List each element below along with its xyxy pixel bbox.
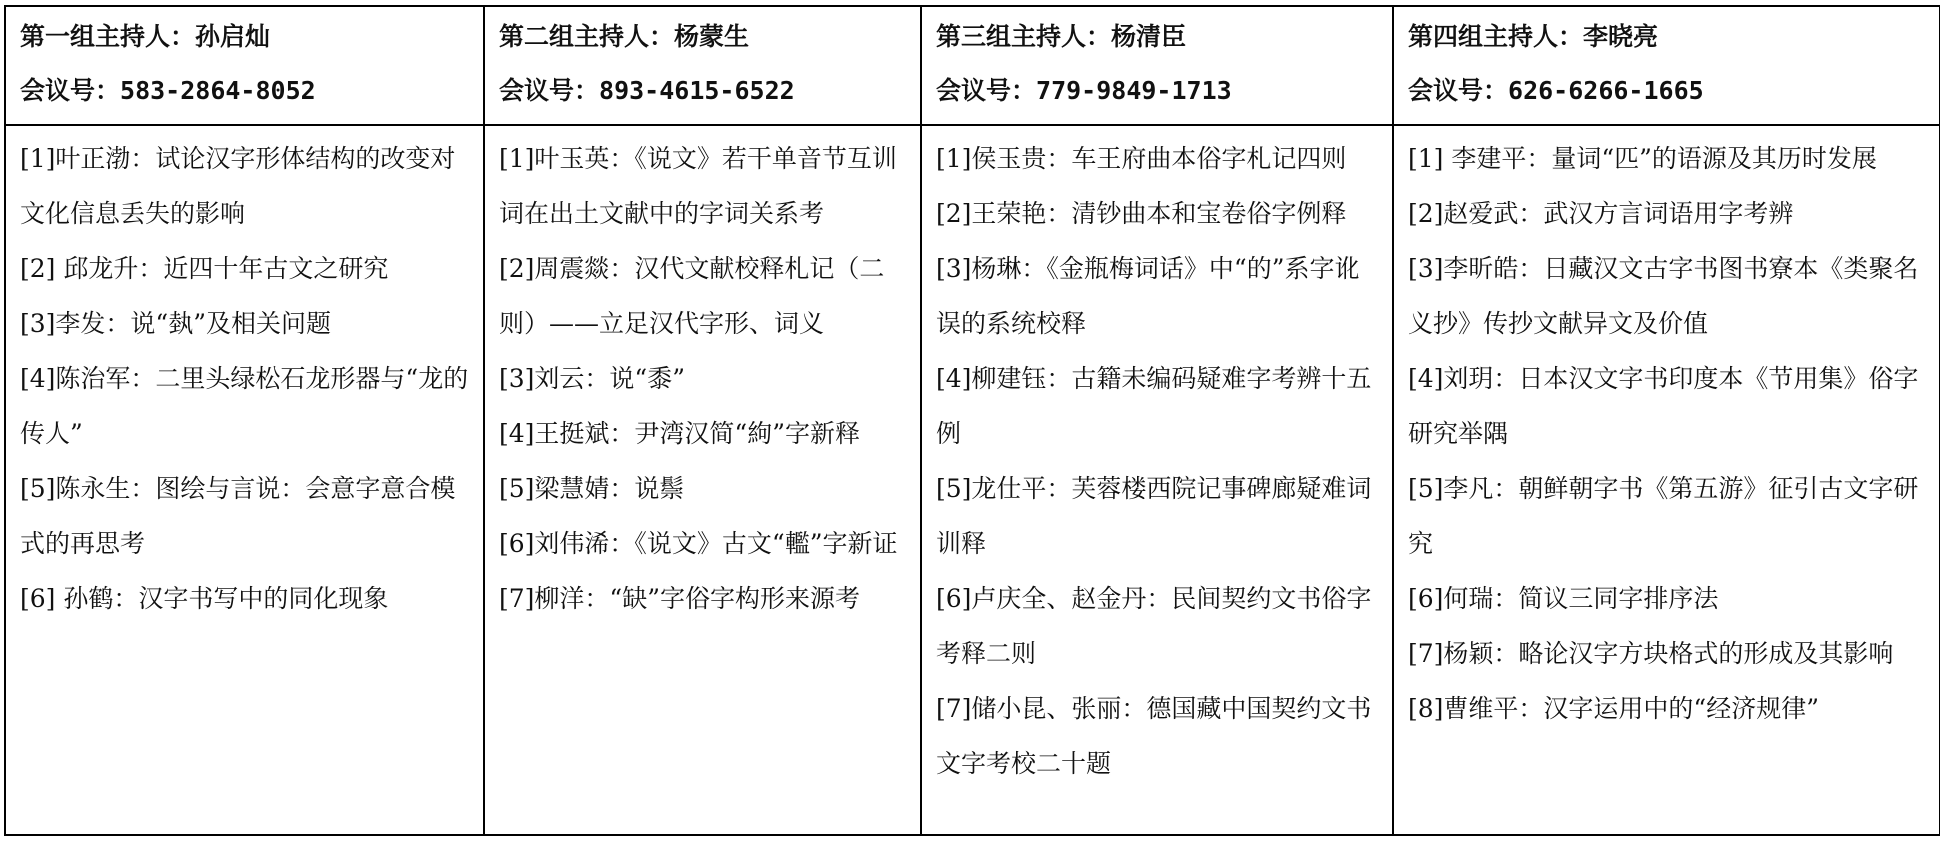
session-schedule-table xyxy=(4,5,1940,836)
paper-entry: [3]刘云：说“黍” xyxy=(499,364,685,393)
group-2-papers xyxy=(484,125,921,835)
paper-entry: [2]赵爱武：武汉方言词语用字考辨 xyxy=(1408,199,1794,228)
papers-row xyxy=(5,125,1940,835)
paper-entry: [2]王荣艳：清钞曲本和宝卷俗字例释 xyxy=(936,199,1347,228)
group-4-meeting-label: 会议号： xyxy=(1408,76,1509,105)
group-1-meeting xyxy=(20,64,473,118)
group-3-meeting-number[interactable]: 779-9849-1713 xyxy=(1036,76,1232,105)
paper-entry: [2] 邱龙升：近四十年古文之研究 xyxy=(20,254,389,283)
group-3-meeting-label: 会议号： xyxy=(936,76,1037,105)
group-3-meeting xyxy=(936,64,1382,118)
paper-entry: [6] 孙鹤：汉字书写中的同化现象 xyxy=(20,584,389,613)
group-4-papers xyxy=(1393,125,1940,835)
group-1-meeting-label: 会议号： xyxy=(20,76,121,105)
group-4-meeting xyxy=(1408,64,1929,118)
group-4-host: 第四组主持人：李晓亮 xyxy=(1408,22,1659,51)
paper-entry: [5]梁慧婧：说鬃 xyxy=(499,474,685,503)
group-3-header xyxy=(921,6,1393,125)
paper-entry: [5]李凡：朝鲜朝字书《第五游》征引古文字研究 xyxy=(1408,474,1919,558)
group-4-meeting-number[interactable]: 626-6266-1665 xyxy=(1508,76,1704,105)
paper-entry: [7]储小昆、张丽：德国藏中国契约文书文字考校二十题 xyxy=(936,694,1372,778)
paper-entry: [6]何瑞：简议三同字排序法 xyxy=(1408,584,1719,613)
paper-entry: [2]周震燚：汉代文献校释札记（二则）——立足汉代字形、词义 xyxy=(499,254,885,338)
paper-entry: [6]刘伟浠：《说文》古文“轞”字新证 xyxy=(499,529,898,558)
header-row xyxy=(5,6,1940,125)
group-2-host: 第二组主持人：杨蒙生 xyxy=(499,22,750,51)
paper-entry: [1]叶玉英：《说文》若干单音节互训词在出土文献中的字词关系考 xyxy=(499,144,897,228)
paper-entry: [7]柳洋：“缺”字俗字构形来源考 xyxy=(499,584,860,613)
paper-entry: [6]卢庆全、赵金丹：民间契约文书俗字考释二则 xyxy=(936,584,1372,668)
group-1-meeting-number[interactable]: 583-2864-8052 xyxy=(120,76,316,105)
group-1-host: 第一组主持人：孙启灿 xyxy=(20,22,271,51)
group-2-meeting xyxy=(499,64,910,118)
group-3-host: 第三组主持人：杨清臣 xyxy=(936,22,1187,51)
paper-entry: [1]叶正渤：试论汉字形体结构的改变对文化信息丢失的影响 xyxy=(20,144,456,228)
paper-entry: [1] 李建平：量词“匹”的语源及其历时发展 xyxy=(1408,144,1877,173)
paper-entry: [3]杨琳：《金瓶梅词话》中“的”系字讹误的系统校释 xyxy=(936,254,1360,338)
paper-entry: [3]李发：说“埶”及相关问题 xyxy=(20,309,331,338)
paper-entry: [4]王挺斌：尹湾汉简“絇”字新释 xyxy=(499,419,860,448)
paper-entry: [4]刘玥：日本汉文字书印度本《节用集》俗字研究举隅 xyxy=(1408,364,1919,448)
paper-entry: [5]龙仕平：芙蓉楼西院记事碑廊疑难词训释 xyxy=(936,474,1372,558)
group-2-meeting-label: 会议号： xyxy=(499,76,600,105)
group-3-papers xyxy=(921,125,1393,835)
paper-entry: [1]侯玉贵：车王府曲本俗字札记四则 xyxy=(936,144,1347,173)
group-4-header xyxy=(1393,6,1940,125)
group-1-header xyxy=(5,6,484,125)
paper-entry: [7]杨颖：略论汉字方块格式的形成及其影响 xyxy=(1408,639,1894,668)
paper-entry: [4]柳建钰：古籍未编码疑难字考辨十五例 xyxy=(936,364,1372,448)
paper-entry: [5]陈永生：图绘与言说：会意字意合模式的再思考 xyxy=(20,474,456,558)
paper-entry: [3]李昕皓：日藏汉文古字书图书寮本《类聚名义抄》传抄文献异文及价值 xyxy=(1408,254,1919,338)
paper-entry: [8]曹维平：汉字运用中的“经济规律” xyxy=(1408,694,1819,723)
group-1-papers xyxy=(5,125,484,835)
group-2-header xyxy=(484,6,921,125)
paper-entry: [4]陈治军：二里头绿松石龙形器与“龙的传人” xyxy=(20,364,469,448)
group-2-meeting-number[interactable]: 893-4615-6522 xyxy=(599,76,795,105)
